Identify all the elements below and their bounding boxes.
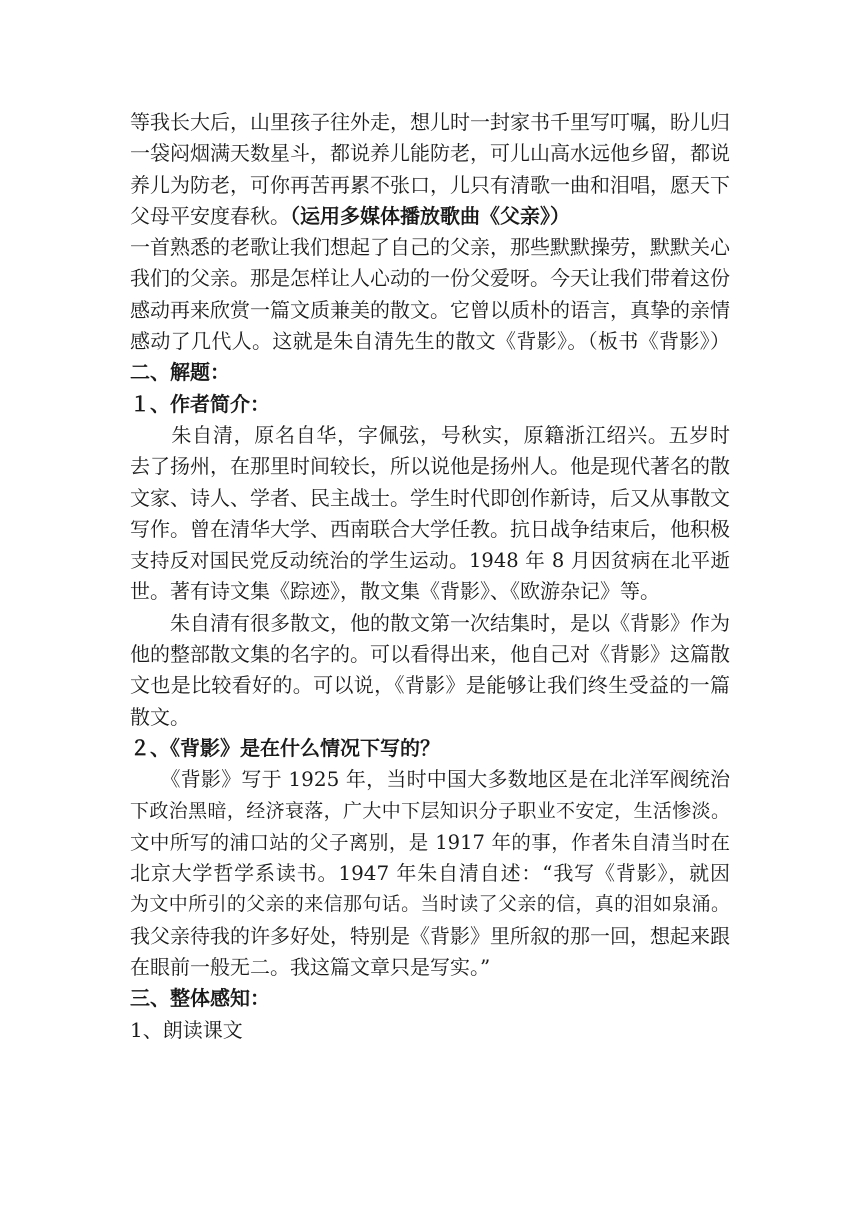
- essay-line-1: 朱自清有很多散文，他的散文第一次结集时，是以《背影》作为: [130, 610, 730, 635]
- background-line-5: 为文中所引的父亲的来信那句话。当时读了父亲的信，真的泪如泉涌。: [130, 893, 730, 916]
- lyrics-line-4: [130, 201, 730, 232]
- intro-line-3: 感动再来欣赏一篇文质兼美的散文。它曾以质朴的语言，真挚的亲情: [130, 297, 730, 322]
- subheading-author-intro: １、作者简介：: [130, 391, 270, 416]
- author-line-5: 支持反对国民党反动统治的学生运动。1948 年 8 月因贫病在北平逝: [130, 549, 730, 573]
- lyrics-line-4-text: 父母平安度春秋。: [130, 203, 290, 228]
- author-line-4: 写作。曾在清华大学、西南联合大学任教。抗日战争结束后，他积极: [130, 516, 730, 541]
- background-line-6: 我父亲待我的许多好处，特别是《背影》里所叙的那一回，想起来跟: [130, 923, 730, 948]
- section-heading-2: 二、解题：: [130, 360, 230, 385]
- lyrics-line-1: 等我长大后，山里孩子往外走，想儿时一封家书千里写叮嘱，盼儿归: [130, 110, 730, 134]
- author-line-1: 朱自清，原名自华，字佩弦，号秋实，原籍浙江绍兴。五岁时: [130, 422, 730, 447]
- background-line-4: 北京大学哲学系读书。1947 年朱自清自述：“我写《背影》，就因: [130, 861, 730, 886]
- essay-line-2: 他的整部散文集的名字的。可以看得出来，他自己对《背影》这篇散: [130, 642, 730, 667]
- lyrics-line-3: 养儿为防老，可你再苦再累不张口，儿只有清歌一曲和泪唱，愿天下: [130, 172, 730, 197]
- multimedia-note: （运用多媒体播放歌曲《父亲》）: [290, 203, 570, 228]
- intro-line-1: 一首熟悉的老歌让我们想起了自己的父亲，那些默默操劳，默默关心: [130, 235, 730, 260]
- reading-step-1: 1、朗读课文: [130, 1017, 243, 1042]
- background-line-3: 文中所写的浦口站的父子离别，是 1917 年的事，作者朱自清当时在: [130, 830, 730, 854]
- background-line-2: 下政治黑暗，经济衰落，广大中下层知识分子职业不安定，生活惨淡。: [130, 799, 730, 822]
- lyrics-line-2: 一袋闷烟满天数星斗，都说养儿能防老，可儿山高水远他乡留，都说: [130, 141, 730, 166]
- author-line-2: 去了扬州，在那里时间较长，所以说他是扬州人。他是现代著名的散: [130, 454, 730, 479]
- section-heading-3: 三、整体感知：: [130, 986, 270, 1011]
- background-line-7: 在眼前一般无二。我这篇文章只是写实。”: [130, 955, 491, 980]
- essay-line-4: 散文。: [130, 704, 190, 729]
- intro-line-2: 我们的父亲。那是怎样让人心动的一份父爱呀。今天让我们带着这份: [130, 266, 730, 291]
- background-line-1: 《背影》写于 1925 年，当时中国大多数地区是在北洋军阀统治: [130, 767, 730, 792]
- document-page: [130, 107, 730, 1046]
- author-line-6: 世。著有诗文集《踪迹》，散文集《背影》、《欧游杂记》等。: [130, 579, 660, 604]
- author-line-3: 文家、诗人、学者、民主战士。学生时代即创作新诗，后又从事散文: [130, 485, 730, 510]
- subheading-background: ２、《背影》是在什么情况下写的？: [130, 735, 440, 760]
- intro-line-4: 感动了几代人。这就是朱自清先生的散文《背影》。（板书《背影》）: [130, 329, 730, 354]
- essay-line-3: 文也是比较看好的。可以说，《背影》是能够让我们终生受益的一篇: [130, 673, 730, 698]
